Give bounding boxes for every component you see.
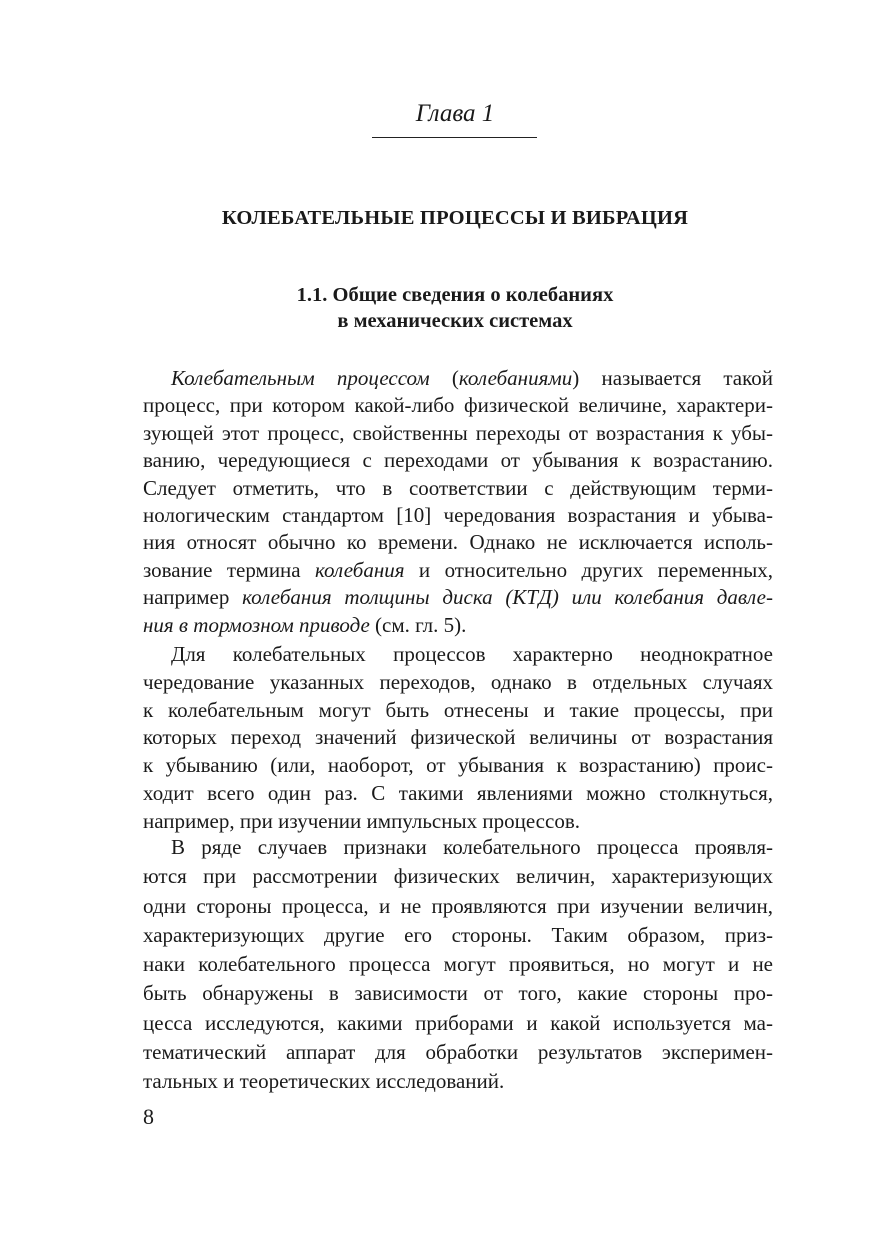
text: В ряде случаев признаки колебательного процесса проявля- <box>171 835 773 859</box>
text: чередование указанных переходов, однако в отдельных случаях <box>143 669 773 694</box>
page-number: 8 <box>143 1104 154 1129</box>
text-line <box>143 892 773 921</box>
text: характеризующих другие его стороны. Таким образом, приз- <box>143 922 773 947</box>
text: например <box>143 585 243 610</box>
text-line <box>143 1009 773 1038</box>
text-line <box>143 475 773 502</box>
italic-text: ния в тормозном приводе <box>143 612 370 637</box>
paragraph-3 <box>143 833 773 1097</box>
text: к колебательным могут быть отнесены и такие процессы, при <box>143 697 773 722</box>
text: Следует отметить, что в соответствии с действующим терми- <box>143 475 773 500</box>
text: зование термина <box>143 557 316 582</box>
text: ) называется такой <box>572 366 774 390</box>
text-line <box>143 1038 773 1067</box>
text: (см. гл. 5). <box>369 612 467 637</box>
italic-text: Колебательным процессом <box>171 366 430 390</box>
text: к убыванию (или, наоборот, от убывания к возрастанию) проис- <box>143 753 773 778</box>
text: тальных и теоретических исследований. <box>143 1069 505 1094</box>
text-line <box>143 724 773 752</box>
text-line <box>143 950 773 979</box>
chapter-rule <box>372 137 537 138</box>
text-line <box>143 752 773 780</box>
text-line <box>143 780 773 808</box>
text: ( <box>429 366 459 390</box>
text-line <box>143 529 773 556</box>
text-line <box>143 502 773 529</box>
text-line <box>143 979 773 1008</box>
text-line <box>143 641 773 669</box>
text: тематический аппарат для обработки результатов эксперимен- <box>143 1040 773 1065</box>
text-line <box>143 612 773 639</box>
text: ходит всего один раз. С такими явлениями можно столкнуться, <box>143 780 773 805</box>
text: ются при рассмотрении физических величин, характеризующих <box>143 864 773 889</box>
text: зующей этот процесс, свойственны переходы от возрастания к убы- <box>143 420 773 445</box>
text: наки колебательного процесса могут проявиться, но могут и не <box>143 952 773 977</box>
text-line <box>143 862 773 891</box>
section-heading-line-2: в механических системах <box>337 310 573 332</box>
text: ния относят обычно ко времени. Однако не исключается исполь- <box>143 530 773 555</box>
text-line <box>143 697 773 725</box>
text-line <box>143 557 773 584</box>
text: и относительно других переменных, <box>404 557 773 582</box>
text: ванию, чередующиеся с переходами от убывания к возрастанию. <box>143 448 773 473</box>
text-line <box>143 420 773 447</box>
text-line <box>143 447 773 474</box>
text: которых переход значений физической величины от возрастания <box>143 725 773 750</box>
italic-text: колебания толщины диска (КТД) или колебания давле- <box>242 585 773 610</box>
chapter-title: КОЛЕБАТЕЛЬНЫЕ ПРОЦЕССЫ И ВИБРАЦИЯ <box>221 207 689 229</box>
text: одни стороны процесса, и не проявляются при изучении величин, <box>143 893 773 918</box>
text-line <box>143 584 773 611</box>
chapter-heading: Глава 1 <box>415 100 495 127</box>
text: нологическим стандартом [10] чередования возрастания и убыва- <box>143 503 773 528</box>
text: Для колебательных процессов характерно неоднократное <box>171 642 773 666</box>
section-heading-line-1: 1.1. Общие сведения о колебаниях <box>296 284 614 306</box>
italic-text: колебаниями <box>458 366 573 390</box>
text-line <box>143 1067 773 1096</box>
text-line <box>143 365 773 392</box>
text-line <box>143 669 773 697</box>
paragraph-1 <box>143 365 773 639</box>
text-line <box>143 921 773 950</box>
text-line <box>143 392 773 419</box>
paragraph-2 <box>143 641 773 836</box>
text-line <box>143 833 773 862</box>
text-line <box>143 808 773 836</box>
italic-text: колебания <box>315 557 405 582</box>
text: например, при изучении импульсных процессов. <box>143 808 580 833</box>
text: процесс, при котором какой-либо физической величине, характери- <box>143 393 773 418</box>
text: быть обнаружены в зависимости от того, какие стороны про- <box>143 981 773 1006</box>
text: цесса исследуются, какими приборами и какой используется ма- <box>143 1010 773 1035</box>
